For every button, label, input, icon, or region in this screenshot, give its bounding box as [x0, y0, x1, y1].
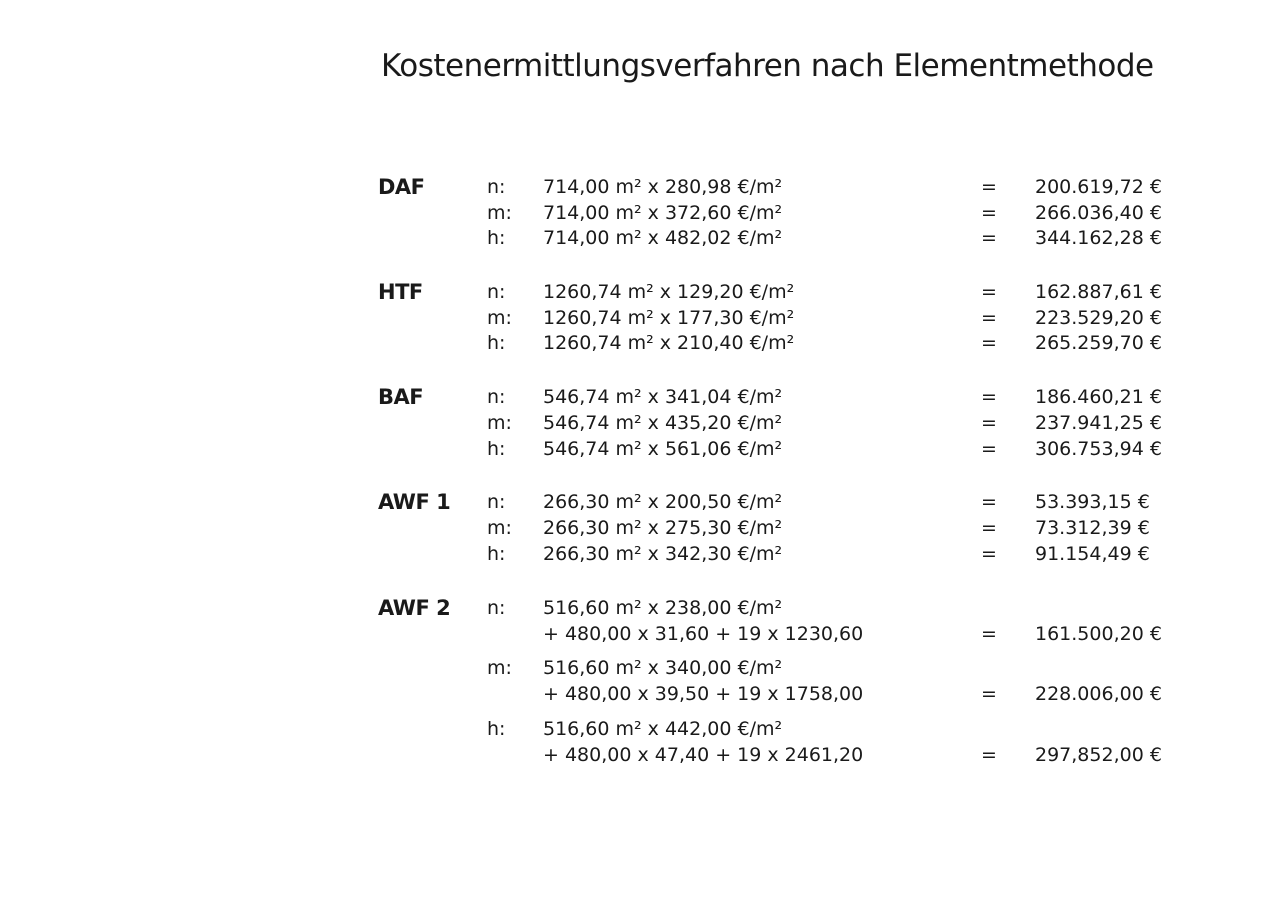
formula-text: 714,00 m² x 280,98 €/m²: [543, 176, 783, 198]
table-row: [0, 681, 1280, 707]
result-value: 265.259,70 €: [1035, 332, 1162, 354]
equals-sign: =: [981, 176, 997, 198]
table-row: [0, 541, 1280, 567]
level-label: n:: [487, 491, 506, 513]
level-label: m:: [487, 412, 512, 434]
table-row: [0, 200, 1280, 226]
result-value: 91.154,49 €: [1035, 543, 1150, 565]
group-label: BAF: [378, 385, 424, 409]
table-row: [0, 305, 1280, 331]
table-row: [0, 742, 1280, 768]
formula-text: 546,74 m² x 435,20 €/m²: [543, 412, 783, 434]
level-label: n:: [487, 386, 506, 408]
table-row: [0, 716, 1280, 742]
level-label: m:: [487, 307, 512, 329]
result-value: 266.036,40 €: [1035, 202, 1162, 224]
formula-text: 546,74 m² x 561,06 €/m²: [543, 438, 783, 460]
formula-text: 1260,74 m² x 210,40 €/m²: [543, 332, 795, 354]
level-label: h:: [487, 438, 506, 460]
formula-text: + 480,00 x 47,40 + 19 x 2461,20: [543, 744, 864, 766]
group-label: AWF 1: [378, 490, 451, 514]
equals-sign: =: [981, 543, 997, 565]
table-row: [0, 330, 1280, 356]
formula-text: + 480,00 x 31,60 + 19 x 1230,60: [543, 623, 864, 645]
result-value: 297,852,00 €: [1035, 744, 1162, 766]
level-label: m:: [487, 517, 512, 539]
table-row: [0, 384, 1280, 410]
level-label: h:: [487, 227, 506, 249]
group-label: DAF: [378, 175, 425, 199]
page-title: Kostenermittlungsverfahren nach Elementmethode: [381, 48, 1154, 84]
table-row: [0, 515, 1280, 541]
equals-sign: =: [981, 227, 997, 249]
formula-text: 266,30 m² x 275,30 €/m²: [543, 517, 783, 539]
level-label: h:: [487, 543, 506, 565]
level-label: n:: [487, 597, 506, 619]
level-label: n:: [487, 281, 506, 303]
level-label: h:: [487, 332, 506, 354]
table-row: [0, 489, 1280, 515]
table-row: [0, 174, 1280, 200]
result-value: 162.887,61 €: [1035, 281, 1162, 303]
equals-sign: =: [981, 623, 997, 645]
result-value: 73.312,39 €: [1035, 517, 1150, 539]
equals-sign: =: [981, 517, 997, 539]
equals-sign: =: [981, 683, 997, 705]
equals-sign: =: [981, 386, 997, 408]
table-row: [0, 621, 1280, 647]
formula-text: 266,30 m² x 200,50 €/m²: [543, 491, 783, 513]
table-row: [0, 595, 1280, 621]
formula-text: 714,00 m² x 372,60 €/m²: [543, 202, 783, 224]
equals-sign: =: [981, 744, 997, 766]
equals-sign: =: [981, 491, 997, 513]
level-label: m:: [487, 202, 512, 224]
table-row: [0, 225, 1280, 251]
equals-sign: =: [981, 307, 997, 329]
result-value: 223.529,20 €: [1035, 307, 1162, 329]
formula-text: 546,74 m² x 341,04 €/m²: [543, 386, 783, 408]
equals-sign: =: [981, 202, 997, 224]
result-value: 186.460,21 €: [1035, 386, 1162, 408]
table-row: [0, 410, 1280, 436]
result-value: 53.393,15 €: [1035, 491, 1150, 513]
formula-text: + 480,00 x 39,50 + 19 x 1758,00: [543, 683, 864, 705]
equals-sign: =: [981, 281, 997, 303]
equals-sign: =: [981, 412, 997, 434]
result-value: 344.162,28 €: [1035, 227, 1162, 249]
result-value: 161.500,20 €: [1035, 623, 1162, 645]
formula-text: 516,60 m² x 340,00 €/m²: [543, 657, 783, 679]
equals-sign: =: [981, 438, 997, 460]
result-value: 228.006,00 €: [1035, 683, 1162, 705]
formula-text: 516,60 m² x 442,00 €/m²: [543, 718, 783, 740]
table-row: [0, 436, 1280, 462]
formula-text: 714,00 m² x 482,02 €/m²: [543, 227, 783, 249]
group-label: HTF: [378, 280, 423, 304]
formula-text: 1260,74 m² x 129,20 €/m²: [543, 281, 795, 303]
level-label: n:: [487, 176, 506, 198]
result-value: 306.753,94 €: [1035, 438, 1162, 460]
formula-text: 266,30 m² x 342,30 €/m²: [543, 543, 783, 565]
equals-sign: =: [981, 332, 997, 354]
level-label: h:: [487, 718, 506, 740]
result-value: 237.941,25 €: [1035, 412, 1162, 434]
formula-text: 1260,74 m² x 177,30 €/m²: [543, 307, 795, 329]
table-row: [0, 279, 1280, 305]
table-row: [0, 655, 1280, 681]
group-label: AWF 2: [378, 596, 451, 620]
result-value: 200.619,72 €: [1035, 176, 1162, 198]
formula-text: 516,60 m² x 238,00 €/m²: [543, 597, 783, 619]
level-label: m:: [487, 657, 512, 679]
